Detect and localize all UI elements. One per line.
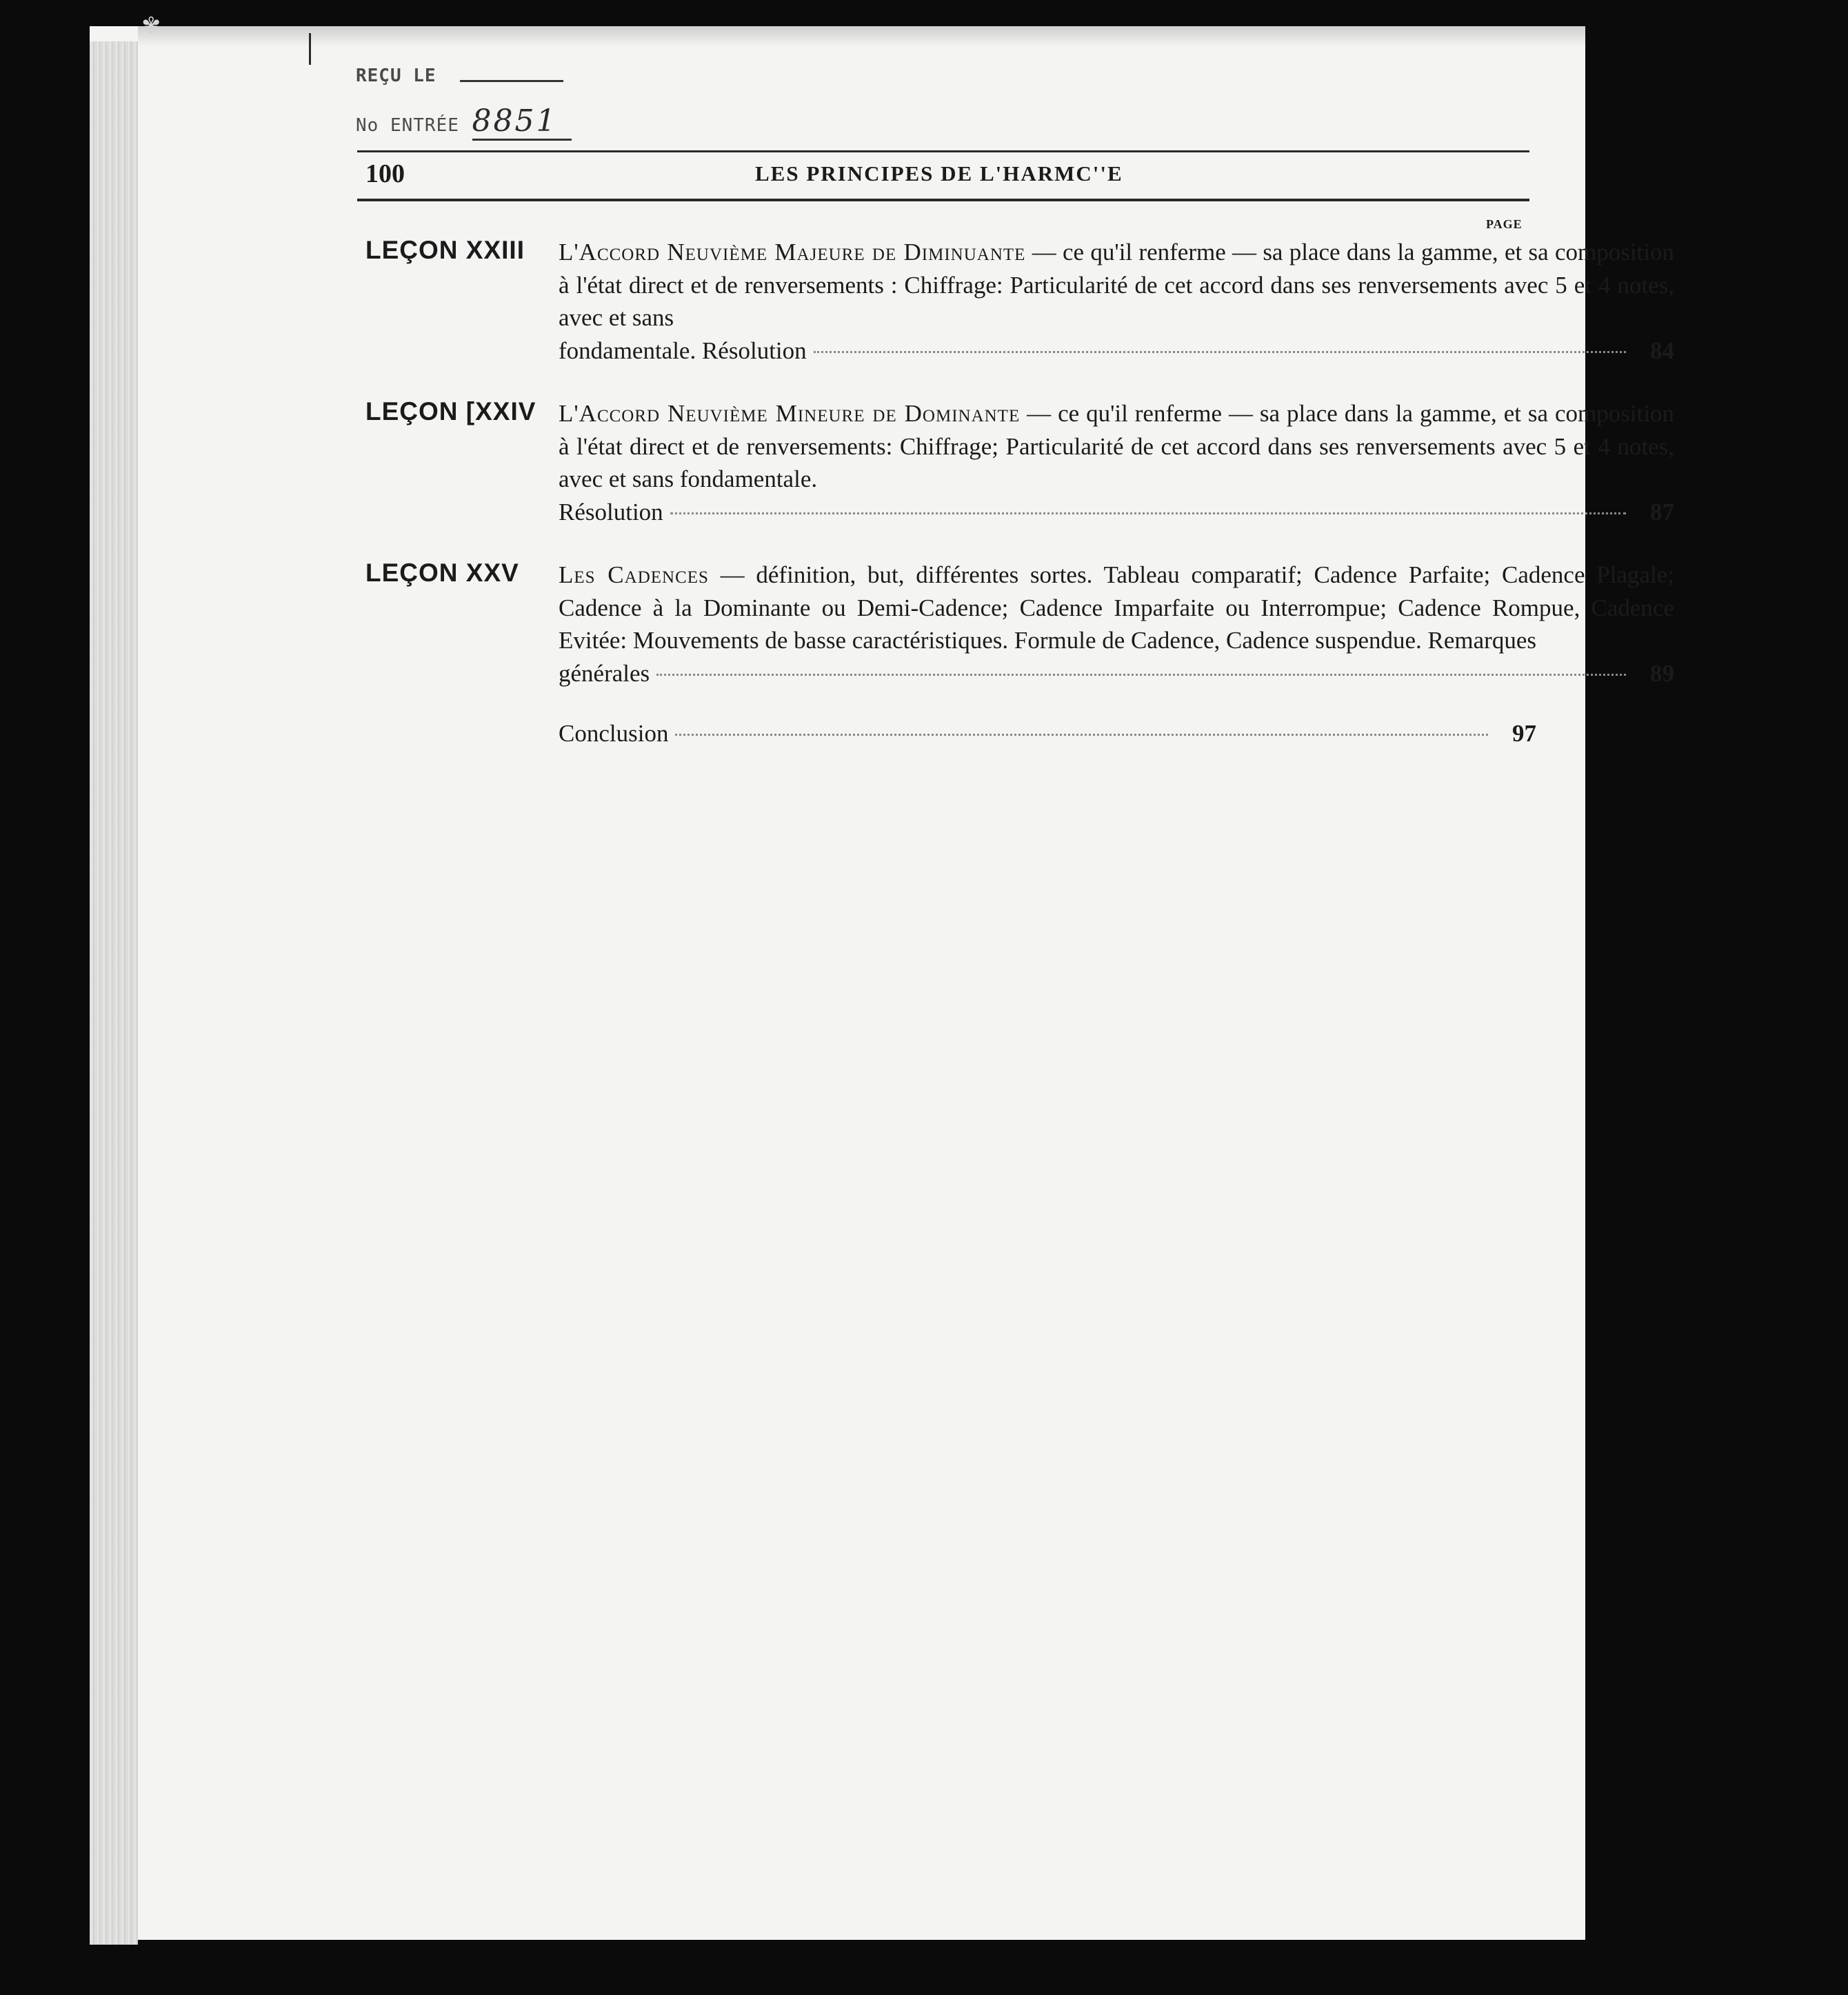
lesson-page: 89 [1650, 659, 1674, 687]
lesson-page: 84 [1650, 337, 1674, 364]
lesson-body: — ce qu'il renferme — sa place dans la gamme, et sa composition à l'état direct et de renversements : Chiffrage: Particularité de cet accord dans ses renversements avec 5 et 4 notes, avec et sans [559, 239, 1674, 331]
lesson-description [559, 397, 1848, 528]
lesson-tail: Résolution [559, 498, 663, 525]
page-number: 100 [365, 159, 405, 188]
entry-label: No ENTRÉE [356, 115, 459, 136]
dot-leader [656, 674, 1626, 676]
dot-leader [814, 351, 1626, 353]
entry-stamp [356, 103, 572, 139]
lesson-description [559, 559, 1848, 690]
toc-entry [365, 559, 1674, 690]
received-stamp [356, 66, 563, 86]
page-top-shadow [138, 26, 1585, 47]
toc-entry [365, 397, 1675, 528]
lesson-title: L'Accord Neuvième Majeure de Diminuante [559, 239, 1026, 265]
header-rule-bottom [357, 199, 1529, 201]
running-title: LES PRINCIPES DE L'HARMC''E [755, 161, 1123, 186]
received-label: REÇU LE [356, 66, 436, 86]
lesson-last-line [559, 657, 1674, 690]
dot-leader [670, 512, 1626, 514]
lesson-number: LEÇON [XXIV [365, 397, 536, 425]
lesson-title: L'Accord Neuvième Mineure de Dominante [559, 400, 1021, 427]
entry-number-handwritten: 8851 [472, 103, 572, 141]
lesson-body: — définition, but, différentes sortes. Tableau comparatif; Cadence Parfaite; Cadence Plagale; Cadence à la Dominante ou Demi-Cadence; Cadence Imparfaite ou Interrompue; Cadence Rompue, Cadence Evitée: Mouvements de basse caractéristiques. Formule de Cadence, Cadence suspendue. Remarques [559, 561, 1674, 654]
lesson-page: 87 [1650, 498, 1674, 525]
lesson-number: LEÇON XXIII [365, 236, 525, 264]
lesson-last-line [559, 496, 1674, 529]
lesson-number: LEÇON XXV [365, 559, 519, 587]
lesson-tail: générales [559, 659, 650, 687]
page-column-label: PAGE [1486, 217, 1523, 231]
scratch-mark [309, 33, 311, 65]
lesson-description [559, 236, 1848, 367]
corner-smudge: ✾ [141, 12, 161, 40]
dot-leader [675, 734, 1488, 736]
scan-border [0, 0, 90, 1995]
header-rule-top [357, 150, 1529, 152]
conclusion-line [559, 720, 1536, 748]
lesson-last-line [559, 334, 1674, 368]
toc-conclusion [559, 720, 1536, 748]
lesson-body: — ce qu'il renferme — sa place dans la gamme, et sa composition à l'état direct et de renversements: Chiffrage; Particularité de cet accord dans ses renversements avec 5 et 4 notes, avec et sans fondamentale. [559, 400, 1675, 492]
toc-entry [365, 236, 1674, 367]
table-of-contents [365, 236, 1675, 748]
conclusion-page: 97 [1512, 720, 1536, 747]
conclusion-label: Conclusion [559, 720, 669, 747]
lesson-title: Les Cadences [559, 561, 709, 588]
lesson-tail: fondamentale. Résolution [559, 337, 807, 364]
received-date-line [460, 70, 563, 82]
page-edge [90, 41, 138, 1945]
